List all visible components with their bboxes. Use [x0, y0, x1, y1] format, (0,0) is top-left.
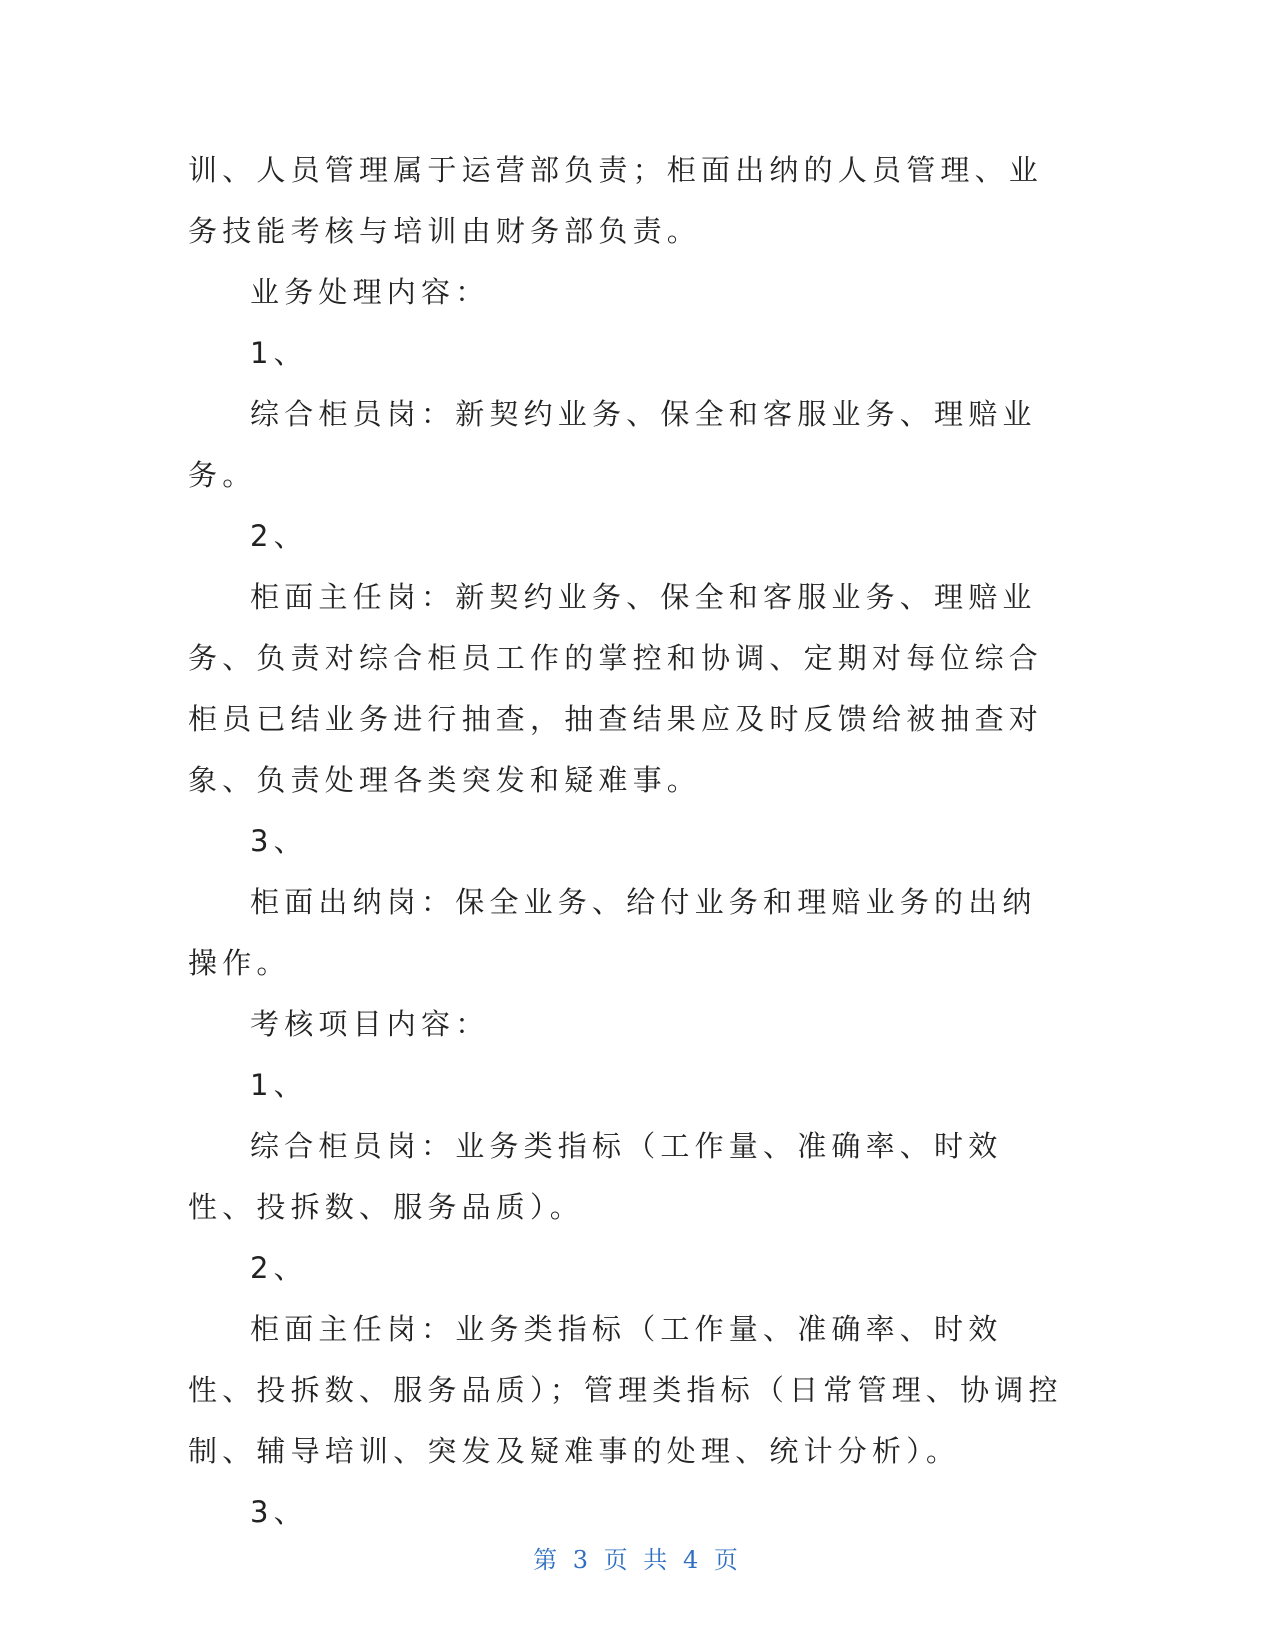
section-heading-business-content: 业务处理内容： [250, 275, 490, 309]
section-heading-assessment-content: 考核项目内容： [250, 1007, 490, 1041]
paragraph-supervisor-assessment: 柜面主任岗：业务类指标（工作量、准确率、时效性、投拆数、服务品质）；管理类指标（日常管理、协调控制、辅导培训、突发及疑难事的处理、统计分析）。 [188, 1312, 1063, 1468]
paragraph-supervisor-duties: 柜面主任岗：新契约业务、保全和客服业务、理赔业务、负责对综合柜员工作的掌控和协调、定期对每位综合柜员已结业务进行抽查，抽查结果应及时反馈给被抽查对象、负责处理各类突发和疑难事。 [188, 580, 1044, 797]
list-number: 3、 [250, 1495, 308, 1529]
paragraph-cashier-duties: 柜面出纳岗：保全业务、给付业务和理赔业务的出纳操作。 [188, 885, 1037, 980]
list-number: 1、 [250, 336, 308, 370]
list-number: 2、 [250, 1251, 308, 1285]
list-number: 1、 [250, 1068, 308, 1102]
paragraph-teller-duties: 综合柜员岗：新契约业务、保全和客服业务、理赔业务。 [188, 397, 1037, 492]
paragraph-continuation: 训、人员管理属于运营部负责；柜面出纳的人员管理、业务技能考核与培训由财务部负责。 [188, 153, 1044, 248]
list-number: 3、 [250, 824, 308, 858]
paragraph-teller-assessment: 综合柜员岗：业务类指标（工作量、准确率、时效性、投拆数、服务品质）。 [188, 1129, 1003, 1224]
page-number-footer: 第 3 页 共 4 页 [533, 1546, 742, 1574]
list-number: 2、 [250, 519, 308, 553]
document-body [188, 140, 1068, 1543]
